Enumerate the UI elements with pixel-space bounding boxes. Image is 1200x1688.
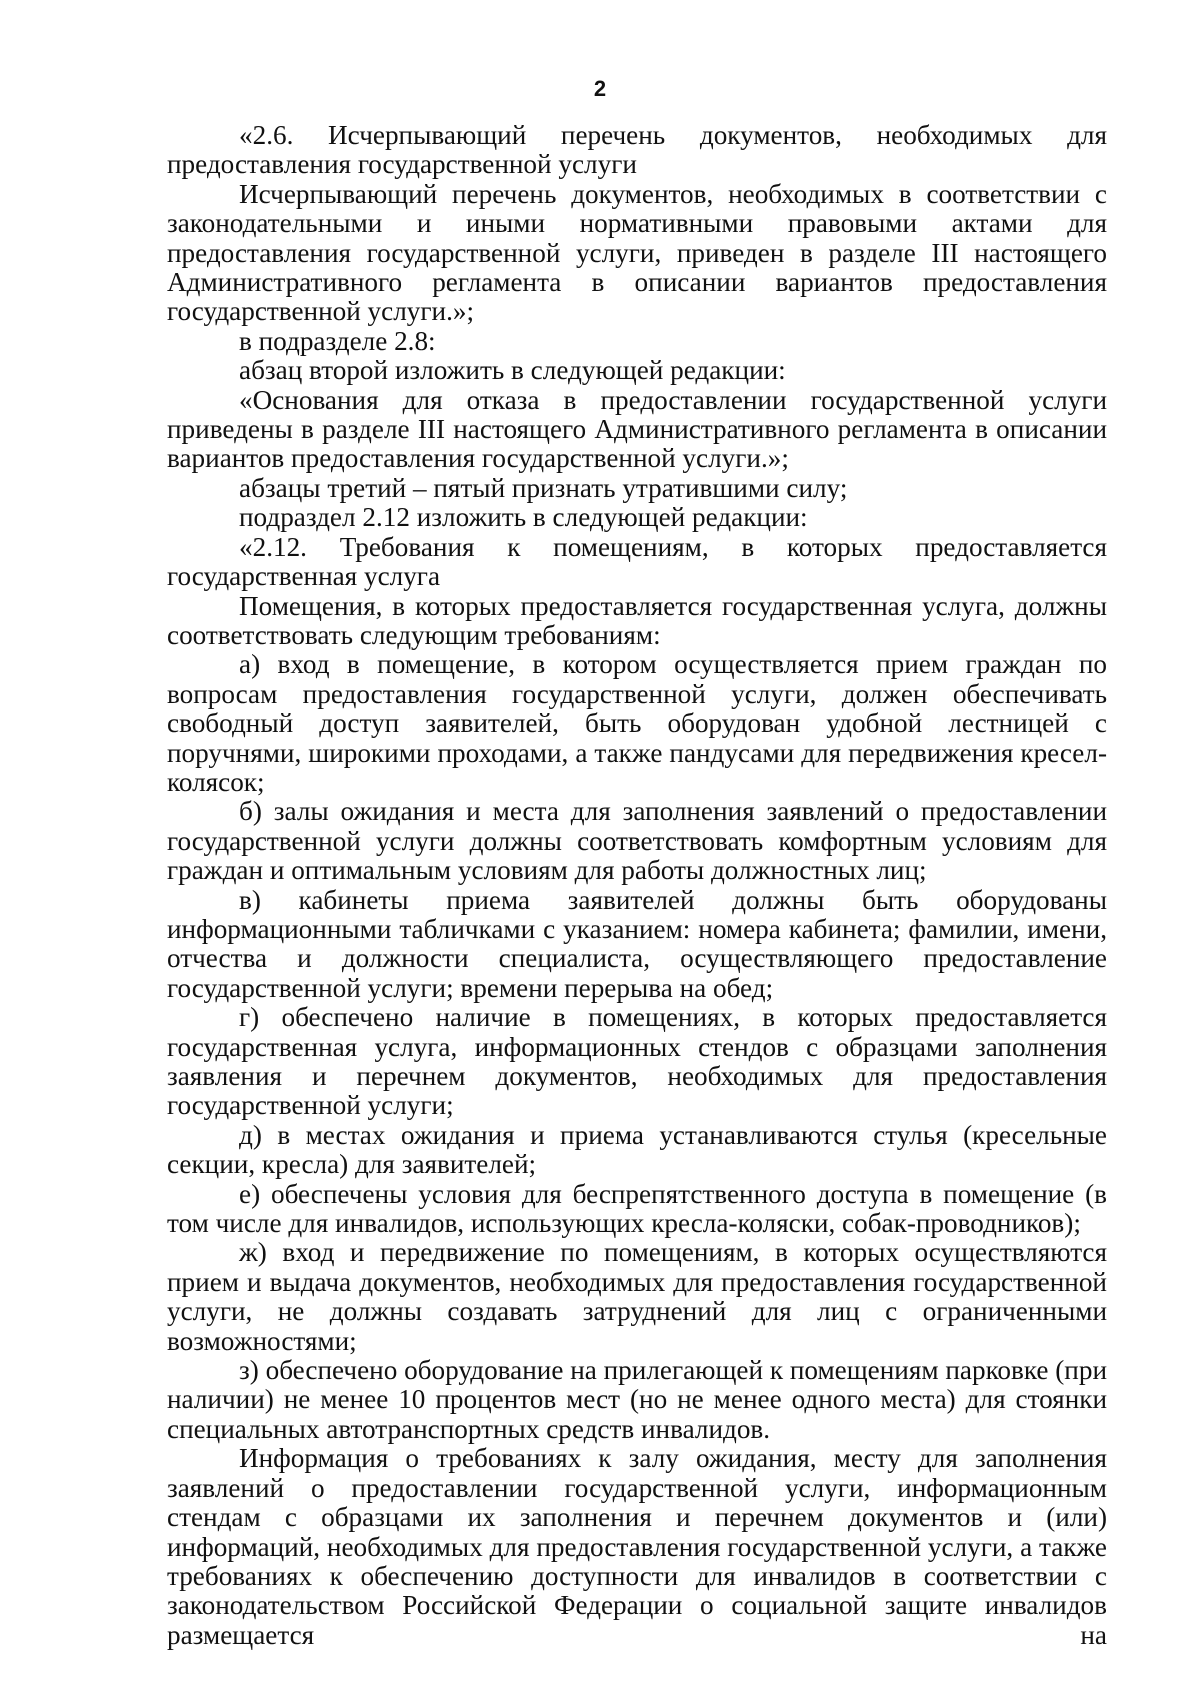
paragraph-void-abzacs: абзацы третий – пятый признать утратившими силу; [239,472,848,503]
list-item-d: д) в местах ожидания и приема устанавливаются стулья (кресельные секции, кресла) для заявителей; [167,1119,1107,1180]
list-item-b: б) залы ожидания и места для заполнения заявлений о предоставлении государственной услуги должны соответствовать комфортным условиям для граждан и оптимальным условиям для работы должностных лиц; [167,796,1107,886]
list-item-e: е) обеспечены условия для беспрепятственного доступа в помещение (в том числе для инвалидов, использующих кресла-коляски, собак-проводников); [167,1178,1107,1239]
document-body [167,121,1107,1650]
list-item-g: г) обеспечено наличие в помещениях, в которых предоставляется государственная услуга, информационных стендов с образцами заполнения заявления и перечнем документов, необходимых для предоставления государственной услуги; [167,1002,1107,1121]
page-number: 2 [593,76,607,101]
paragraph-refusal-grounds: «Основания для отказа в предоставлении государственной услуги приведены в разделе III настоящего Административного регламента в описании вариантов предоставления государственной услуги.»; [167,384,1107,474]
paragraph-information: Информация о требованиях к залу ожидания, месту для заполнения заявлений о предоставлении государственной услуги, информационным стендам с образцами их заполнения и перечнем документов и (или) информаций, необходимых для предоставления государственной услуги, а также требованиях к обеспечению доступности для инвалидов в соответствии с законодательством Российской Федерации о социальной защите инвалидов размещается на [167,1443,1107,1650]
list-item-v: в) кабинеты приема заявителей должны быть оборудованы информационными табличками с указанием: номера кабинета; фамилии, имени, отчества и должности специалиста, осуществляющего предоставление государственной услуги; времени перерыва на обед; [167,884,1107,1003]
paragraph-subsection-2-12: подраздел 2.12 изложить в следующей редакции: [239,502,808,533]
paragraph-2-6-heading: «2.6. Исчерпывающий перечень документов, необходимых для предоставления государственной услуги [167,120,1107,180]
list-item-zh: ж) вход и передвижение по помещениям, в которых осуществляются прием и выдача документов, необходимых для предоставления государственной услуги, не должны создавать затруднений для лиц с ограниченными возможностями; [167,1237,1107,1356]
paragraph-second-abzac: абзац второй изложить в следующей редакции: [239,355,786,386]
paragraph-2-6-text: Исчерпывающий перечень документов, необходимых в соответствии с законодательными и иными нормативными правовыми актами для предоставления государственной услуги, приведен в разделе III настоящего Административного регламента в описании вариантов предоставления государственной услуги.»; [167,178,1107,327]
paragraph-2-12-heading: «2.12. Требования к помещениям, в которых предоставляется государственная услуга [167,531,1107,592]
list-item-a: а) вход в помещение, в котором осуществляется прием граждан по вопросам предоставления государственной услуги, должен обеспечивать свободный доступ заявителей, быть оборудован удобной лестницей с поручнями, широкими проходами, а также пандусами для передвижения кресел-колясок; [167,649,1107,797]
list-item-z: з) обеспечено оборудование на прилегающей к помещениям парковке (при наличии) не менее 10 процентов мест (но не менее одного места) для стоянки специальных автотранспортных средств инвалидов. [167,1355,1107,1444]
paragraph-subsection-2-8: в подразделе 2.8: [239,325,436,356]
paragraph-premises-requirements: Помещения, в которых предоставляется государственная услуга, должны соответствовать следующим требованиям: [167,590,1107,650]
